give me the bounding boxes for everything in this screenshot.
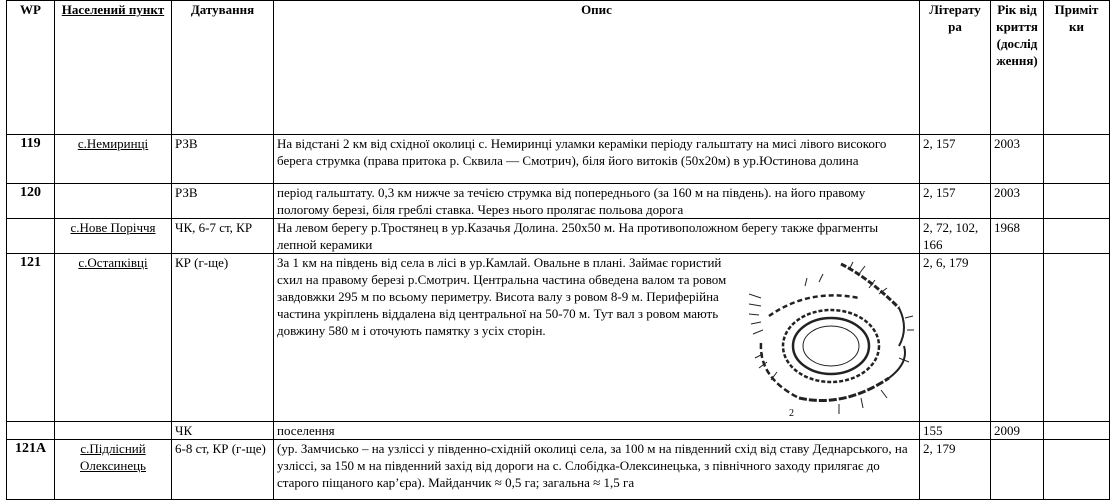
header-date: Датування <box>172 1 274 135</box>
header-year: Рік відкриття (дослідження) <box>991 1 1044 135</box>
table-row <box>7 440 1110 500</box>
place-link[interactable]: с.Нове Поріччя <box>70 220 156 235</box>
header-row <box>7 1 1110 135</box>
row-number: 119 <box>7 135 55 184</box>
row-place <box>55 184 172 219</box>
row-year <box>991 440 1044 500</box>
row-description: поселення <box>274 422 920 440</box>
row-description: період гальштату. 0,3 км нижче за течією струмка від попереднього (за 160 м на південь). на його правому пологому березі, біля греблі ставка. Через нього пролягає польова дорога <box>274 184 920 219</box>
row-place <box>55 440 172 500</box>
row-literature: 2, 6, 179 <box>920 254 991 422</box>
row-notes <box>1044 440 1110 500</box>
header-place: Населений пункт <box>55 1 172 135</box>
row-place <box>55 219 172 254</box>
row-date: РЗВ <box>172 184 274 219</box>
row-literature: 2, 157 <box>920 135 991 184</box>
row-notes <box>1044 219 1110 254</box>
row-year: 1968 <box>991 219 1044 254</box>
hillfort-plan-drawing <box>749 258 914 420</box>
row-number <box>7 219 55 254</box>
row-date: РЗВ <box>172 135 274 184</box>
header-notes: Приміт ки <box>1044 1 1110 135</box>
table-row <box>7 219 1110 254</box>
header-description: Опис <box>274 1 920 135</box>
row-place <box>55 254 172 422</box>
hillfort-plan-figure <box>747 254 916 420</box>
row-number: 121А <box>7 440 55 500</box>
place-link[interactable]: с.Немиринці <box>77 136 149 151</box>
header-wp: WP <box>7 1 55 135</box>
row-description-text: За 1 км на південь від села в лісі в ур.Камлай. Овальне в плані. Займає гористий схил на правому березі р.Смотрич. Центральна частина обведена валом та ровом завдовжки 295 м по всьому периметру. Висота валу з ровом 8-9 м. Периферійна частина укріплень віддалена від центральної на 50-70 м. Тут вал з ровом мають довжину 580 м і оточують памятку з усіх сторін. <box>277 255 727 338</box>
row-year: 2003 <box>991 135 1044 184</box>
row-number: 121 <box>7 254 55 422</box>
row-literature: 2, 179 <box>920 440 991 500</box>
row-notes <box>1044 422 1110 440</box>
place-link[interactable]: с.Підлісний Олексинець <box>80 441 146 473</box>
row-description: На відстані 2 км від східної околиці с. Немиринці уламки кераміки періоду гальштату на мисі лівого високого берега струмка (права притока р. Сквила — Смотрич), біля його витоків (50х20м) в ур.Юстинова долина <box>274 135 920 184</box>
row-date: ЧК, 6-7 ст, КР <box>172 219 274 254</box>
place-link[interactable]: с.Остапківці <box>78 255 148 270</box>
row-date: ЧК <box>172 422 274 440</box>
row-literature: 2, 72, 102, 166 <box>920 219 991 254</box>
table-row <box>7 135 1110 184</box>
monuments-table <box>6 0 1110 500</box>
table-row <box>7 254 1110 422</box>
row-place <box>55 135 172 184</box>
row-notes <box>1044 254 1110 422</box>
header-literature: Літерату ра <box>920 1 991 135</box>
row-year: 2009 <box>991 422 1044 440</box>
table-row <box>7 422 1110 440</box>
row-year <box>991 254 1044 422</box>
row-notes <box>1044 184 1110 219</box>
row-date: КР (г-ще) <box>172 254 274 422</box>
row-number: 120 <box>7 184 55 219</box>
table-row <box>7 184 1110 219</box>
row-description: (ур. Замчисько – на узліссі у південно-східній околиці села, за 100 м на південний схід від ставу Деднарського, на узліссі, за 150 м на південний захід від дороги на с. Слобідка-Олексинецька, з північного заходу прилягає до старого піщаного кар’єра). Майданчик ≈ 0,5 га; загальна ≈ 1,5 га <box>274 440 920 500</box>
row-date: 6-8 ст, КР (г-ще) <box>172 440 274 500</box>
row-place <box>55 422 172 440</box>
row-description <box>274 254 920 422</box>
row-description: На левом берегу р.Тростянец в ур.Казачья Долина. 250х50 м. На противоположном берегу также фрагменты лепной керамики <box>274 219 920 254</box>
row-notes <box>1044 135 1110 184</box>
row-literature: 155 <box>920 422 991 440</box>
row-literature: 2, 157 <box>920 184 991 219</box>
row-number <box>7 422 55 440</box>
row-year: 2003 <box>991 184 1044 219</box>
figure-number: 2 <box>789 408 794 419</box>
